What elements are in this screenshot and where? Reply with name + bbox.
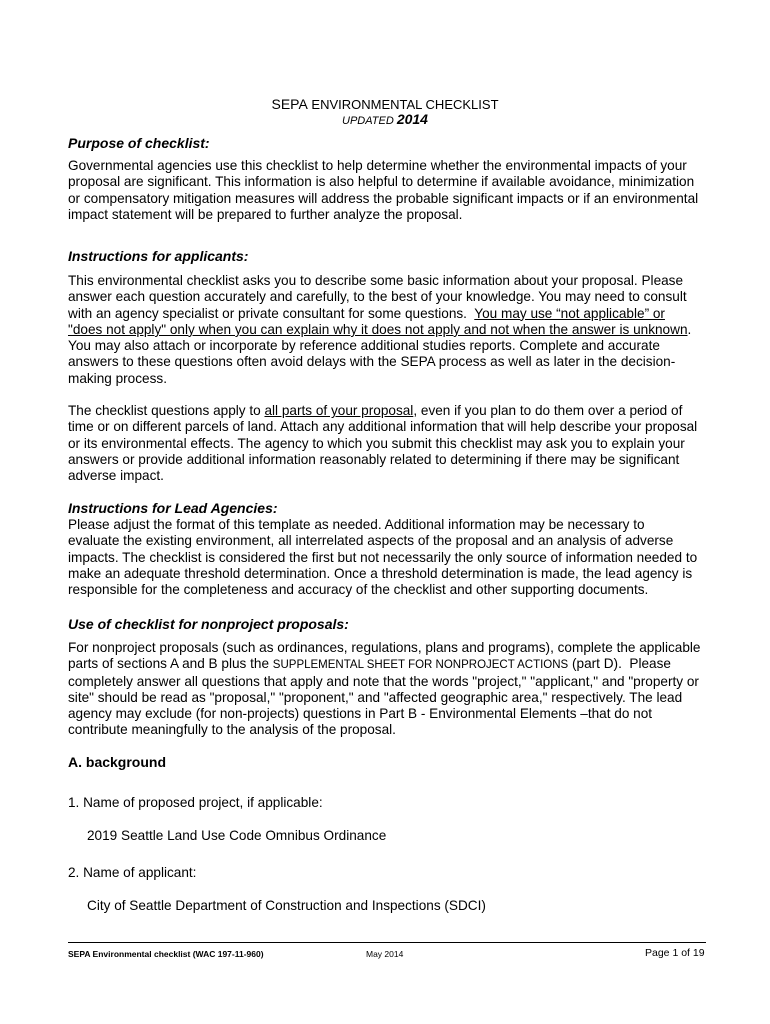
lead-agencies-line: impacts. The checklist is considered the first but not necessarily the only source of information needed to [68,549,698,565]
applicants-text: , even if you plan to do them over a period of [413,403,683,418]
not-applicable-note: You may use “not applicable” or [474,305,665,321]
nonproject-line: completely answer all questions that apply and note that the words "project," "applicant," and "property or [68,673,699,689]
does-not-apply-note: "does not apply" only when you can explain why it does not apply and not when the answer is unknown [68,321,688,337]
purpose-paragraph [68,158,708,223]
nonproject-text: (part D). Please [568,656,671,672]
nonproject-text: parts of sections A and B plus the [68,656,273,672]
applicants-line: answer each question accurately and carefully, to the best of your knowledge. You may need to consult [68,289,687,305]
purpose-heading: Purpose of checklist: [68,135,210,151]
supplemental-sheet-ref: SUPPLEMENTAL SHEET FOR NONPROJECT ACTIONS [272,659,569,672]
lead-agencies-paragraph [68,517,708,598]
document-title [0,96,770,112]
applicants-line: or its environmental effects. The agency to which you submit this checklist may ask you to explain your [68,435,685,451]
title-rest: ENVIRONMENTAL CHECKLIST [311,97,499,112]
lead-agencies-line: responsible for the completeness and accuracy of the checklist and other supporting documents. [68,582,649,598]
updated-label: UPDATED [342,115,394,127]
document-subtitle [0,111,770,127]
purpose-line: or compensatory mitigation measures will address the probable significant impacts or if an environmental [68,190,699,206]
answer-1: 2019 Seattle Land Use Code Omnibus Ordinance [87,828,387,843]
question-2: 2. Name of applicant: [68,865,197,880]
applicants-line: adverse impact. [68,468,164,484]
lead-agencies-line: evaluate the existing environment, all interrelated aspects of the proposal and an analysis of adverse [68,533,674,549]
purpose-line: impact statement will be prepared to further analyze the proposal. [68,206,463,222]
title-sepa: SEPA [271,96,308,112]
applicants-heading: Instructions for applicants: [68,248,249,264]
nonproject-line [68,656,708,673]
all-parts-note: all parts of your proposal [264,403,414,418]
purpose-line: proposal are significant. This information is also helpful to determine if available avoidance, minimization [68,174,695,190]
footer-rule [68,942,706,943]
question-1: 1. Name of proposed project, if applicable: [68,795,323,810]
footer-date: May 2014 [366,949,404,959]
applicants-paragraph-1 [68,273,708,387]
applicants-line [68,403,708,419]
lead-agencies-line: Please adjust the format of this template as needed. Additional information may be necessary to [68,517,645,532]
applicants-line: answers or provide additional information reasonably related to determining if there may be significant [68,451,680,467]
footer-page-number: Page 1 of 19 [645,947,705,959]
nonproject-line: site" should be read as "proposal," "proponent," and "affected geographic area," respectively. The lead [68,689,683,705]
nonproject-line: agency may exclude (for non-projects) questions in Part B - Environmental Elements –that do not [68,706,653,722]
nonproject-heading: Use of checklist for nonproject proposals: [68,616,349,632]
answer-2: City of Seattle Department of Construction and Inspections (SDCI) [87,898,486,913]
lead-agencies-heading: Instructions for Lead Agencies: [68,500,278,516]
applicants-text: . [687,321,692,337]
nonproject-paragraph [68,640,708,739]
applicants-line: answers to these questions often avoid delays with the SEPA process as well as later in the decision- [68,354,676,370]
applicants-text: The checklist questions apply to [68,403,265,418]
applicants-line [68,322,708,338]
applicants-line: You may also attach or incorporate by reference additional studies reports. Complete and accurate [68,338,660,354]
applicants-line [68,306,708,322]
footer-form-name: SEPA Environmental checklist (WAC 197-11-960) [68,949,264,959]
updated-year: 2014 [396,111,428,127]
section-a-heading: A. background [68,754,167,770]
nonproject-line: For nonproject proposals (such as ordinances, regulations, plans and programs), complete the applicable [68,640,701,655]
applicants-line: making process. [68,370,167,386]
lead-agencies-line: make an adequate threshold determination. Once a threshold determination is made, the lead agency is [68,565,693,581]
applicants-text: with an agency specialist or private consultant for some questions. [68,305,475,321]
purpose-line: Governmental agencies use this checklist to help determine whether the environmental impacts of your [68,158,687,173]
applicants-line: time or on different parcels of land. Attach any additional information that will help describe your proposal [68,419,698,435]
applicants-line: This environmental checklist asks you to describe some basic information about your proposal. Please [68,273,684,288]
nonproject-line: contribute meaningfully to the analysis of the proposal. [68,722,396,738]
applicants-paragraph-2 [68,403,708,484]
